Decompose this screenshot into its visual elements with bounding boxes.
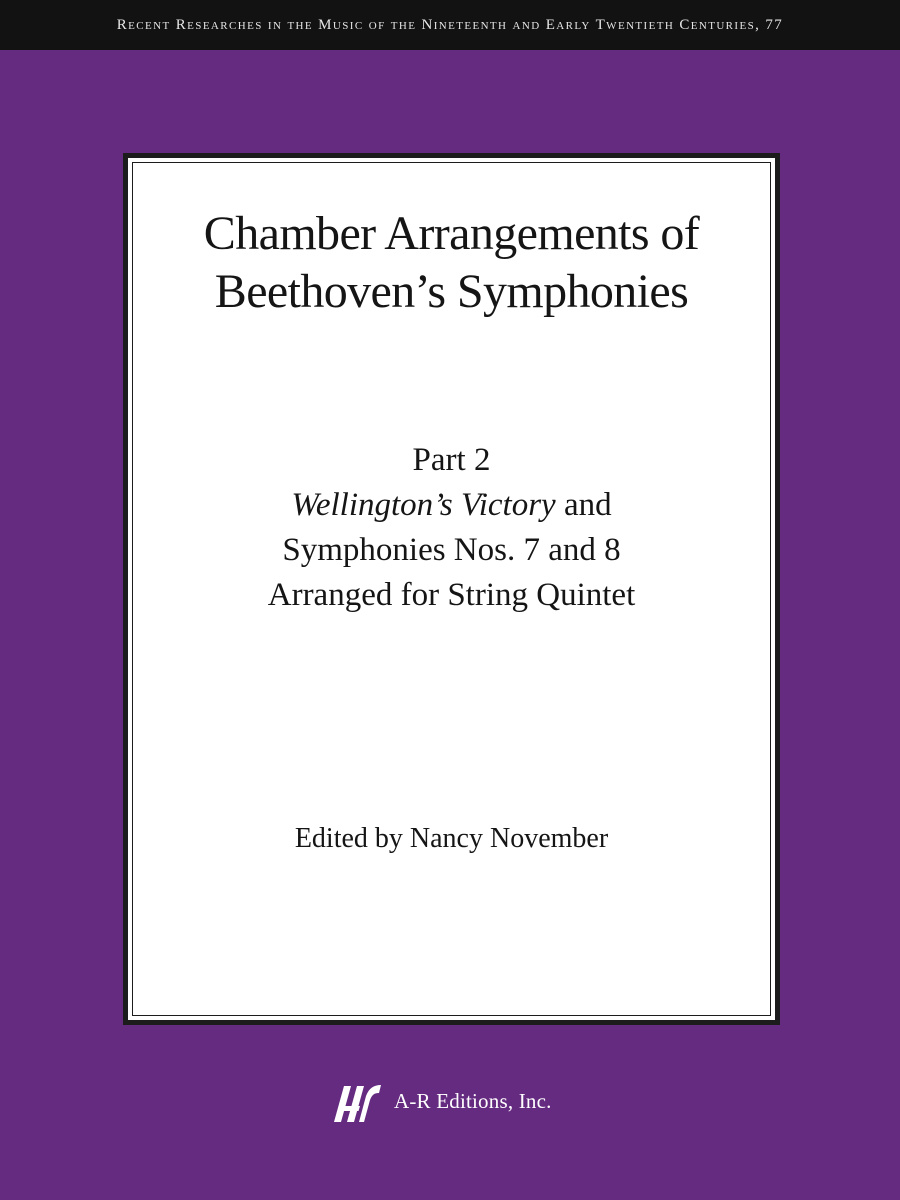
ar-monogram-logo-icon (330, 1076, 386, 1126)
book-subtitle (133, 438, 770, 618)
series-banner (0, 0, 900, 50)
subtitle-line-arrangement: Arranged for String Quintet (267, 577, 636, 613)
title-panel-content (132, 162, 771, 1016)
editor-credit: Edited by Nancy November (294, 823, 609, 854)
book-title (133, 205, 770, 321)
subtitle-line-symphonies: Symphonies Nos. 7 and 8 (282, 532, 621, 568)
part-number: Part 2 (412, 442, 491, 478)
work-conjunction: and (555, 487, 612, 523)
title-panel-inner-border (128, 158, 775, 1020)
title-panel (123, 153, 780, 1025)
series-title: Recent Researches in the Music of the Nineteenth and Early Twentieth Centuries, 77 (116, 17, 784, 33)
publisher-name: A-R Editions, Inc. (394, 1088, 552, 1113)
work-title-wellingtons-victory: Wellington’s Victory (291, 487, 556, 523)
publisher-block (330, 1076, 552, 1126)
book-title-line-2: Beethoven’s Symphonies (214, 265, 689, 318)
book-title-line-1: Chamber Arrangements of (203, 207, 700, 260)
subtitle-line-works (133, 483, 770, 528)
